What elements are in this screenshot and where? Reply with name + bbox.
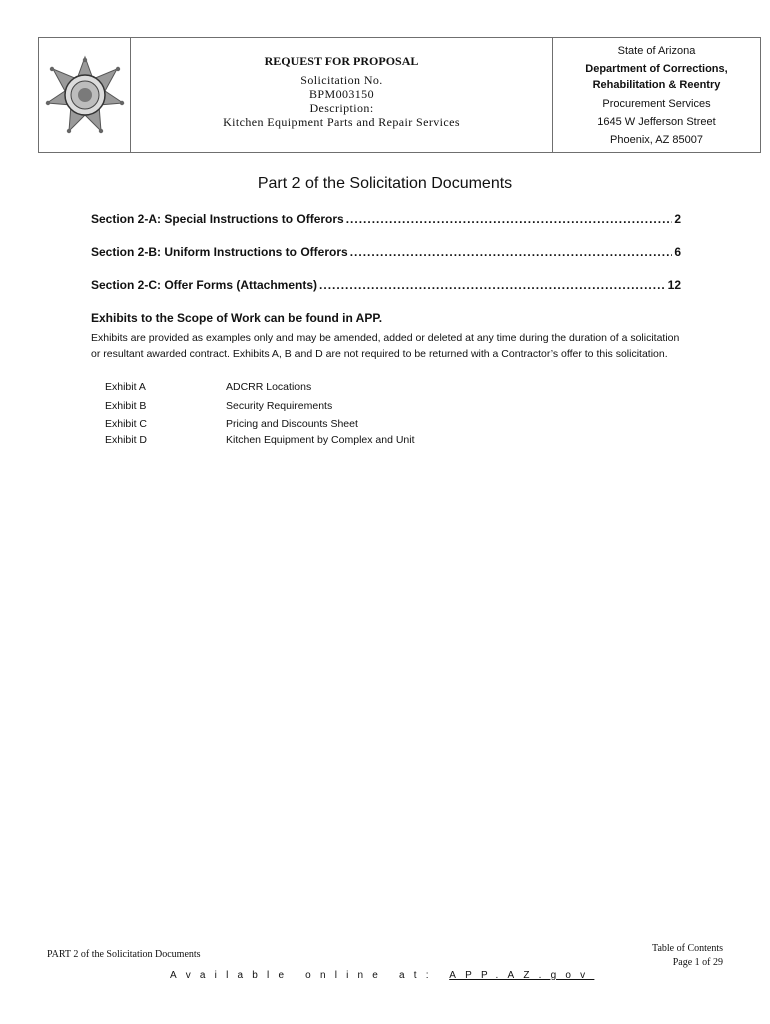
footer-page-info: [652, 942, 723, 970]
toc-entry-page: 2: [674, 212, 681, 226]
availability-text: Available online at:: [170, 970, 438, 981]
toc-entry-page: 12: [667, 278, 681, 292]
agency-cell: [553, 38, 760, 152]
exhibit-label: Exhibit A: [105, 381, 146, 393]
exhibit-row: [105, 400, 332, 412]
solicitation-label: Solicitation No.: [300, 72, 383, 87]
exhibit-title: Security Requirements: [226, 400, 333, 412]
app-website-link[interactable]: APP.AZ.gov: [449, 970, 595, 981]
toc-leader-dots: [319, 278, 666, 292]
state-name: State of Arizona: [617, 44, 696, 57]
exhibit-title: ADCRR Locations: [226, 381, 312, 393]
footer-document-name: PART 2 of the Solicitation Documents: [47, 949, 201, 960]
exhibits-heading: Exhibits to the Scope of Work can be found in APP.: [91, 311, 383, 325]
exhibit-label: Exhibit B: [105, 400, 147, 412]
solicitation-number: BPM003150: [309, 86, 374, 101]
exhibit-row: [105, 381, 311, 393]
exhibit-row: [105, 434, 415, 446]
logo-cell: [39, 38, 131, 152]
exhibit-title: Pricing and Discounts Sheet: [226, 418, 358, 430]
availability-note: [170, 970, 594, 981]
footer-page-number: Page 1 of 29: [672, 957, 723, 968]
toc-entry-label: Section 2-A: Special Instructions to Offerors: [91, 212, 344, 226]
description-label: Description:: [309, 100, 374, 115]
page-title: Part 2 of the Solicitation Documents: [257, 175, 513, 192]
exhibit-title: Kitchen Equipment by Complex and Unit: [226, 434, 415, 446]
rfp-title: REQUEST FOR PROPOSAL: [264, 53, 419, 68]
exhibit-row: [105, 418, 358, 430]
footer-section: Table of Contents: [652, 943, 723, 954]
toc-entry-page: 6: [674, 245, 681, 259]
toc-entry-2a[interactable]: [91, 212, 681, 226]
office-name: Procurement Services: [602, 97, 711, 110]
title-cell: [131, 38, 553, 152]
toc-leader-dots: [346, 212, 673, 226]
department-seal-logo: [45, 55, 125, 135]
exhibit-label: Exhibit C: [105, 418, 148, 430]
header-table: [38, 37, 761, 153]
department-line-1: Department of Corrections,: [585, 62, 728, 75]
toc-entry-2c[interactable]: [91, 278, 681, 292]
exhibit-label: Exhibit D: [105, 434, 148, 446]
toc-leader-dots: [350, 245, 673, 259]
description: Kitchen Equipment Parts and Repair Services: [223, 114, 460, 129]
department-name: [585, 61, 727, 93]
exhibits-paragraph: Exhibits are provided as examples only and may be amended, added or deleted at any time during the duration of a solicitation or resultant awarded contract. Exhibits A, B and D are not required to be returned with a Contractor’s offer to this solicitation.: [91, 332, 680, 360]
toc-entry-label: Section 2-B: Uniform Instructions to Offerors: [91, 245, 348, 259]
department-line-2: Rehabilitation & Reentry: [592, 78, 721, 91]
city-address: Phoenix, AZ 85007: [610, 133, 703, 146]
street-address: 1645 W Jefferson Street: [597, 115, 716, 128]
toc-entry-2b[interactable]: [91, 245, 681, 259]
toc-entry-label: Section 2-C: Offer Forms (Attachments): [91, 278, 318, 292]
